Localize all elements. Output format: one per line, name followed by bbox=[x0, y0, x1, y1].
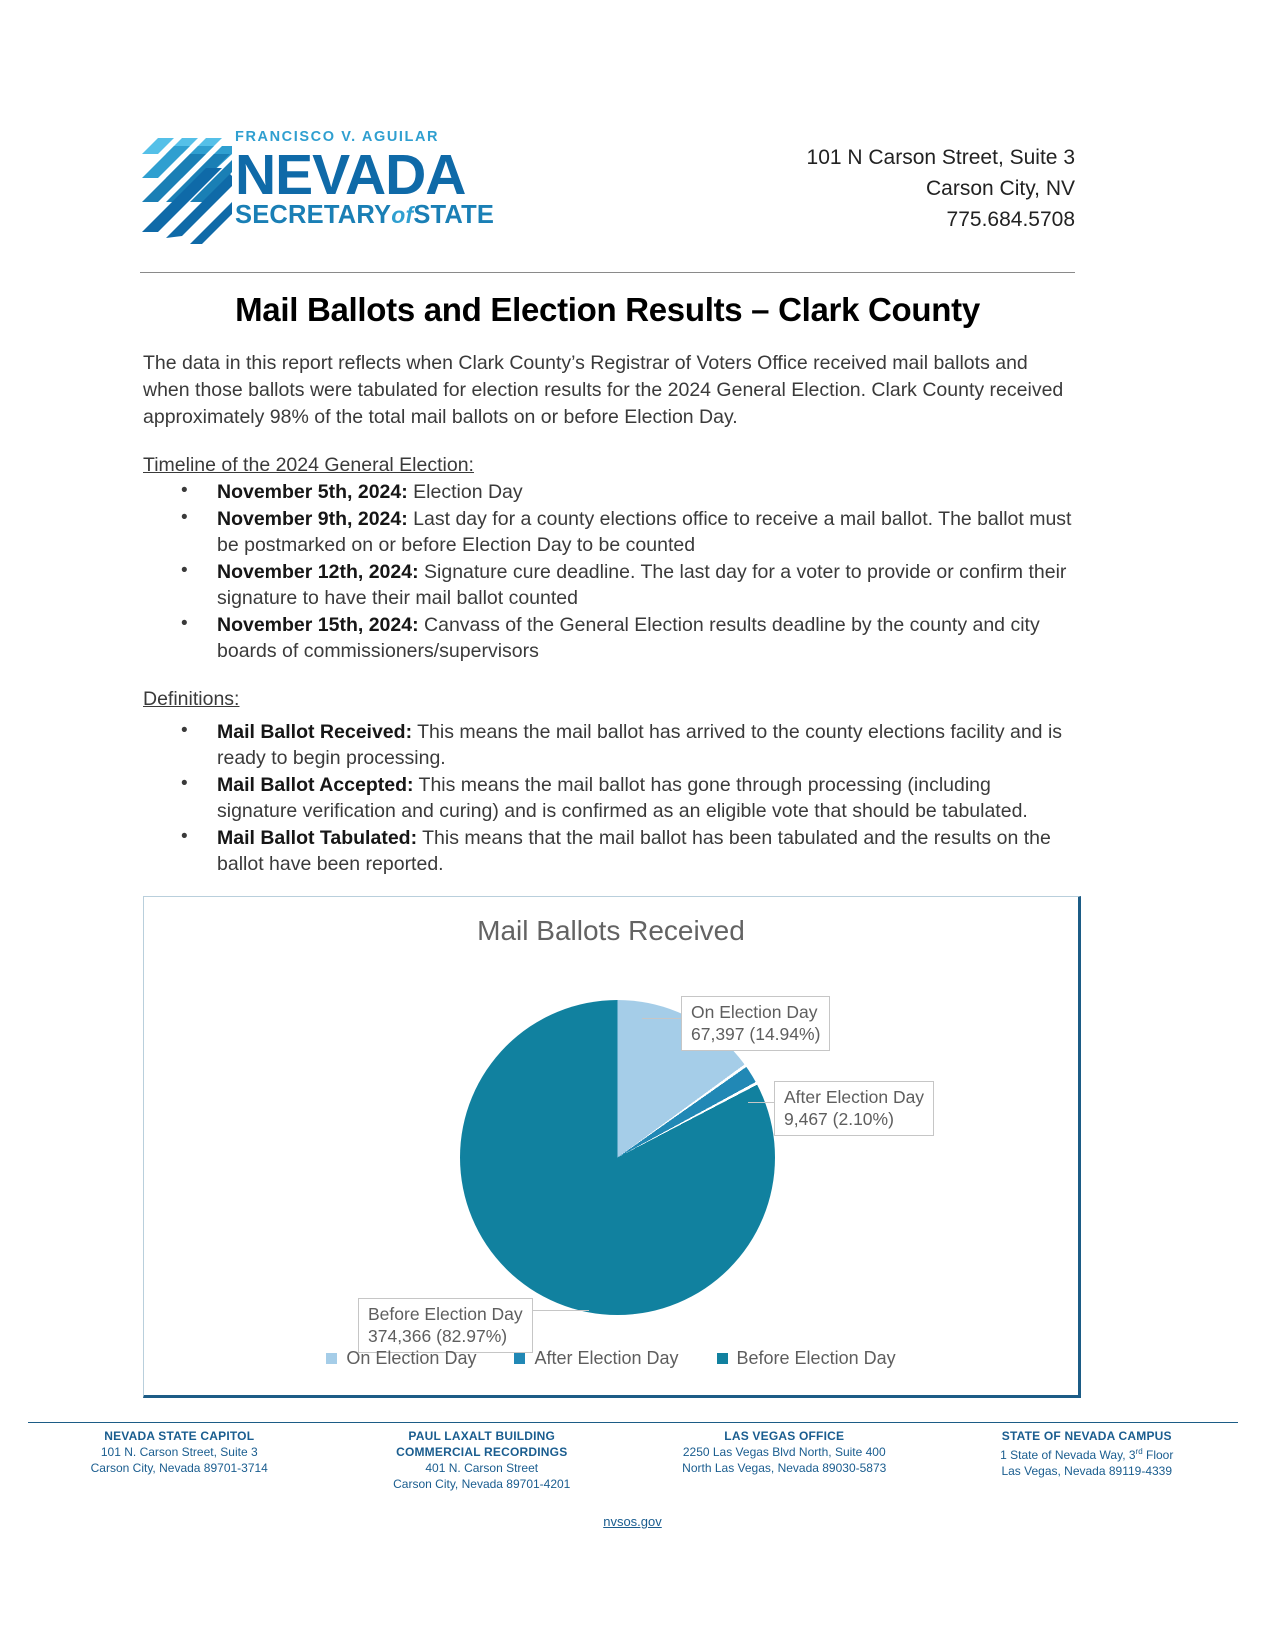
nevada-sos-logo bbox=[140, 128, 530, 253]
website-link[interactable]: nvsos.gov bbox=[603, 1514, 662, 1529]
list-item bbox=[143, 559, 1075, 612]
chart-title: Mail Ballots Received bbox=[477, 915, 745, 946]
legend-label: After Election Day bbox=[534, 1348, 679, 1368]
footer-heading: NEVADA STATE CAPITOL bbox=[104, 1429, 255, 1443]
legend-swatch-icon bbox=[717, 1353, 728, 1364]
footer-heading: LAS VEGAS OFFICE bbox=[724, 1429, 845, 1443]
footer-ordinal: rd bbox=[1135, 1447, 1143, 1456]
header-divider bbox=[140, 272, 1075, 273]
callout-after-election-day bbox=[774, 1081, 934, 1136]
chart-panel bbox=[143, 896, 1081, 1398]
definition-desc: This means the mail ballot has gone through processing (including signature verification and curing) and is confirmed as an eligible vote that should be tabulated. bbox=[217, 773, 1028, 822]
footer-column-nevada-campus bbox=[936, 1428, 1239, 1492]
timeline-desc: Signature cure deadline. The last day for a voter to provide or confirm their signature to have their mail ballot counted bbox=[217, 560, 1067, 609]
definition-desc: This means the mail ballot has arrived to the county elections facility and is ready to begin processing. bbox=[217, 720, 1063, 769]
legend-item-on-election-day bbox=[326, 1348, 476, 1369]
definition-term: Mail Ballot Received: bbox=[217, 720, 413, 743]
logo-office-mid: of bbox=[391, 201, 414, 228]
definitions-list bbox=[143, 719, 1075, 878]
leader-line-before-election-day bbox=[527, 1310, 589, 1311]
page-footer bbox=[28, 1428, 1238, 1492]
page-header bbox=[140, 120, 1075, 270]
list-item bbox=[143, 612, 1075, 665]
list-item bbox=[143, 506, 1075, 559]
legend-item-before-election-day bbox=[717, 1348, 896, 1369]
list-item bbox=[143, 719, 1075, 772]
legend-label: On Election Day bbox=[346, 1348, 477, 1368]
address-line-1: 101 N Carson Street, Suite 3 bbox=[806, 146, 1075, 169]
footer-column-laxalt bbox=[331, 1428, 634, 1492]
callout-on-election-day bbox=[681, 996, 830, 1051]
intro-paragraph: The data in this report reflects when Clark County’s Registrar of Voters Office received mail ballots and when those ballots were tabulated for election results for the 2024 General Election. Clark County received approximately 98% of the total mail ballots on or before Election Day. bbox=[143, 352, 1064, 428]
chart-legend bbox=[144, 1348, 1078, 1369]
timeline-desc: Last day for a county elections office to receive a mail ballot. The ballot must be postmarked on or before Election Day to be counted bbox=[217, 507, 1072, 556]
footer-heading: PAUL LAXALT BUILDING bbox=[408, 1429, 556, 1443]
list-item bbox=[143, 479, 1075, 506]
logo-wordmark bbox=[235, 128, 535, 248]
footer-column-las-vegas bbox=[633, 1428, 936, 1492]
callout-label: Before Election Day bbox=[368, 1304, 523, 1324]
callout-label: After Election Day bbox=[784, 1087, 925, 1107]
leader-line-after-election-day bbox=[748, 1102, 775, 1103]
callout-label: On Election Day bbox=[691, 1002, 818, 1022]
footer-line: Carson City, Nevada 89701-3714 bbox=[90, 1461, 268, 1475]
footer-subheading: COMMERCIAL RECORDINGS bbox=[396, 1445, 568, 1459]
legend-swatch-icon bbox=[514, 1353, 525, 1364]
logo-office-post: STATE bbox=[413, 200, 495, 229]
footer-divider bbox=[28, 1422, 1238, 1423]
timeline-desc: Election Day bbox=[407, 481, 523, 503]
legend-swatch-icon bbox=[326, 1353, 337, 1364]
footer-line: North Las Vegas, Nevada 89030-5873 bbox=[682, 1461, 887, 1475]
document-body bbox=[143, 350, 1075, 878]
address-line-2: Carson City, NV bbox=[926, 177, 1075, 200]
definition-desc: This means that the mail ballot has been tabulated and the results on the ballot have been reported. bbox=[217, 826, 1051, 875]
definition-term: Mail Ballot Tabulated: bbox=[217, 826, 418, 849]
definitions-heading: Definitions: bbox=[143, 687, 240, 710]
timeline-term: November 9th, 2024: bbox=[217, 507, 408, 530]
timeline-term: November 5th, 2024: bbox=[217, 481, 408, 503]
callout-value: 67,397 (14.94%) bbox=[691, 1024, 821, 1044]
timeline-list bbox=[143, 479, 1075, 665]
list-item bbox=[143, 825, 1075, 878]
footer-line: Carson City, Nevada 89701-4201 bbox=[393, 1477, 571, 1491]
footer-line: 401 N. Carson Street bbox=[425, 1461, 539, 1475]
callout-value: 9,467 (2.10%) bbox=[784, 1109, 894, 1129]
timeline-term: November 12th, 2024: bbox=[217, 560, 419, 583]
leader-line-on-election-day bbox=[642, 1018, 682, 1019]
footer-line: 2250 Las Vegas Blvd North, Suite 400 bbox=[682, 1445, 886, 1459]
footer-line bbox=[936, 1444, 1239, 1463]
footer-column-capitol bbox=[28, 1428, 331, 1492]
legend-label: Before Election Day bbox=[736, 1348, 896, 1368]
website-line bbox=[0, 1513, 1265, 1531]
header-address-block bbox=[807, 142, 1075, 235]
phone-number: 775.684.5708 bbox=[946, 208, 1075, 231]
timeline-desc: Canvass of the General Election results deadline by the county and city boards of commissioners/supervisors bbox=[217, 613, 1040, 662]
footer-line-post: Floor bbox=[1142, 1448, 1174, 1462]
list-item bbox=[143, 772, 1075, 825]
callout-value: 374,366 (82.97%) bbox=[368, 1326, 508, 1346]
logo-office-pre: SECRETARY bbox=[235, 200, 392, 229]
callout-before-election-day bbox=[358, 1298, 533, 1353]
footer-line: Las Vegas, Nevada 89119-4339 bbox=[1001, 1464, 1173, 1478]
timeline-heading: Timeline of the 2024 General Election: bbox=[143, 454, 474, 476]
logo-chevron-mark bbox=[140, 132, 232, 250]
footer-heading: STATE OF NEVADA CAMPUS bbox=[1001, 1429, 1172, 1443]
logo-state-name: NEVADA bbox=[235, 142, 466, 207]
timeline-term: November 15th, 2024: bbox=[217, 613, 419, 636]
logo-office-name bbox=[235, 202, 535, 229]
footer-line-pre: 1 State of Nevada Way, 3 bbox=[1000, 1448, 1136, 1462]
legend-item-after-election-day bbox=[514, 1348, 678, 1369]
footer-line: 101 N. Carson Street, Suite 3 bbox=[100, 1445, 258, 1459]
definition-term: Mail Ballot Accepted: bbox=[217, 773, 414, 796]
page-title: Mail Ballots and Election Results – Clark County bbox=[235, 291, 980, 328]
logo-official-name: FRANCISCO V. AGUILAR bbox=[235, 129, 440, 145]
